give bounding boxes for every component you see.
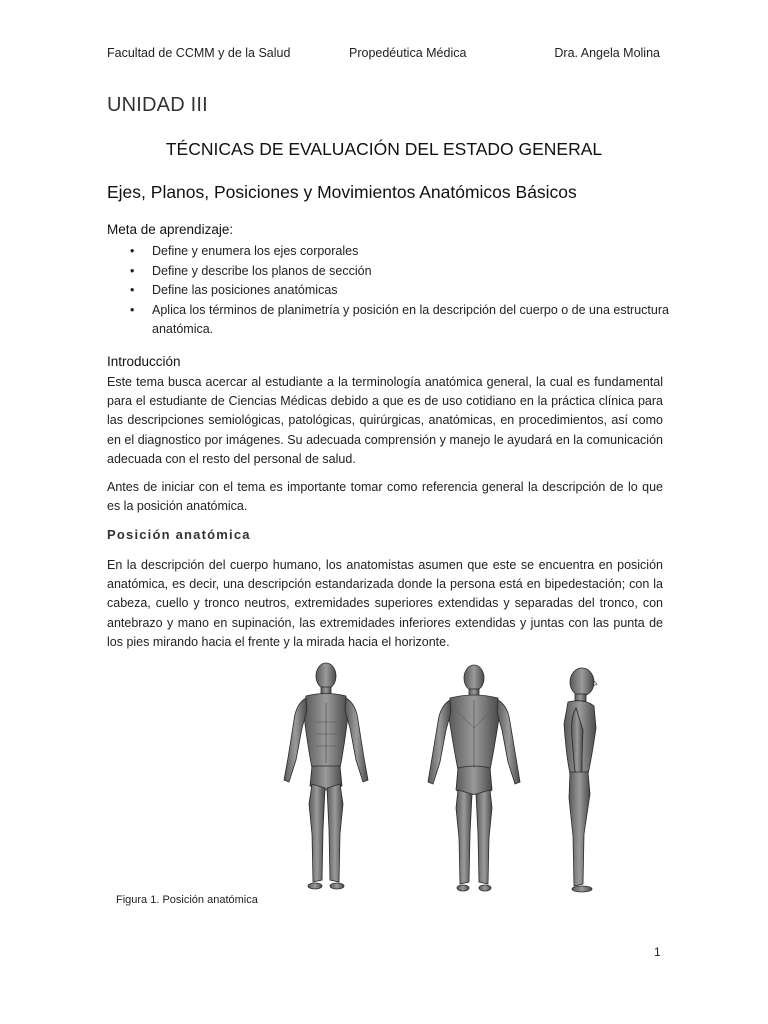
header-course: Propedéutica Médica xyxy=(349,46,467,60)
list-item: • Define y enumera los ejes corporales xyxy=(130,242,670,262)
page-header xyxy=(107,46,660,64)
unit-title: UNIDAD III xyxy=(107,94,208,116)
list-item: • Define y describe los planos de sección xyxy=(130,262,670,282)
page-number: 1 xyxy=(654,945,661,959)
bullet-icon: • xyxy=(130,244,135,258)
list-item: • Aplica los términos de planimetría y posición en la descripción del cuerpo o de una estructura anatómica. xyxy=(130,302,669,336)
bullet-icon: • xyxy=(130,283,135,297)
posterior-view-figure xyxy=(428,665,520,891)
introduction-paragraph-2: Antes de iniciar con el tema es importante tomar como referencia general la descripción de lo que es la posición anatómica. xyxy=(107,480,663,514)
figure-caption: Figura 1. Posición anatómica xyxy=(116,894,258,906)
introduction-heading: Introducción xyxy=(107,354,181,369)
subtitle: Ejes, Planos, Posiciones y Movimientos Anatómicos Básicos xyxy=(107,182,577,202)
learning-goal-heading: Meta de aprendizaje: xyxy=(107,222,234,237)
lateral-view-figure xyxy=(564,668,597,892)
anterior-view-figure xyxy=(284,663,368,889)
anatomical-position-figure xyxy=(270,658,640,898)
list-item: • Define las posiciones anatómicas xyxy=(130,281,670,301)
learning-goal-list xyxy=(130,242,670,340)
anatomical-position-paragraph: En la descripción del cuerpo humano, los anatomistas asumen que este se encuentra en posición anatómica, es decir, una descripción estandarizada donde la persona está en bipedestación; con la cabeza, cuello y tronco neutros, extremidades superiores extendidas y separadas del tronco, con antebrazo y mano en supinación, las extremidades inferiores extendidas y juntas con las punta de los pies mirando hacia el frente y la mirada hacia el horizonte. xyxy=(107,558,663,649)
header-faculty: Facultad de CCMM y de la Salud xyxy=(107,46,291,60)
anatomical-position-heading: Posición anatómica xyxy=(107,527,251,542)
bullet-icon: • xyxy=(130,302,135,317)
header-author: Dra. Angela Molina xyxy=(554,46,660,60)
anatomy-illustration xyxy=(270,658,640,898)
bullet-icon: • xyxy=(130,263,135,278)
introduction-paragraph-1: Este tema busca acercar al estudiante a la terminología anatómica general, la cual es fundamental para el estudiante de Ciencias Médicas debido a que es de uso cotidiano en la práctica clínica para las descripciones semiológicas, patológicas, quirúrgicas, anatómicas, en procedimientos, así como en el diagnostico por imágenes. Su adecuada comprensión y manejo le ayudará en la comunicación adecuada con el resto del personal de salud. xyxy=(107,375,663,466)
main-title: TÉCNICAS DE EVALUACIÓN DEL ESTADO GENERAL xyxy=(165,139,603,159)
